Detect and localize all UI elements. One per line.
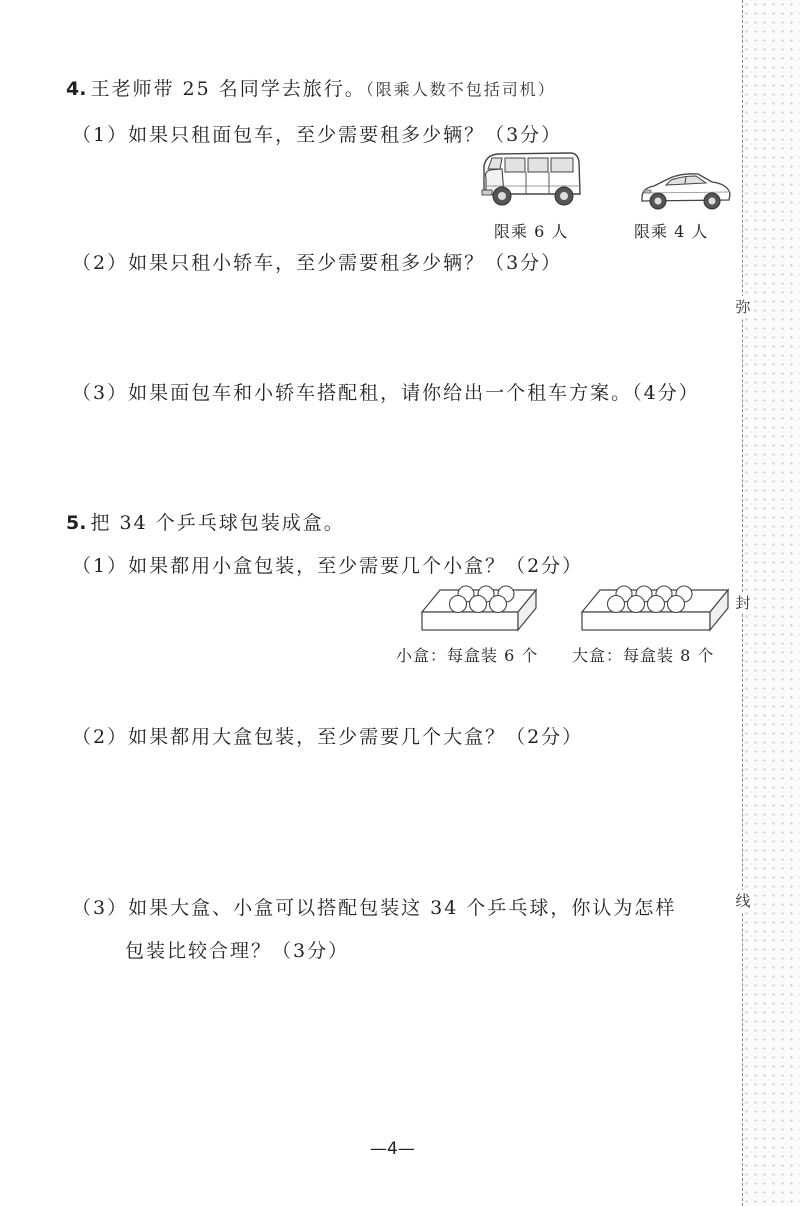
q5-part-2: （2）如果都用大盒包装，至少需要几个大盒？（2分） [72,726,584,748]
q4-number: 4. [66,78,87,100]
seal-char-feng: 封 [732,592,754,614]
q5-part-3-line-2: 包装比较合理？（3分） [125,940,350,962]
q4-part-3: （3）如果面包车和小轿车搭配租，请你给出一个租车方案。（4分） [72,382,700,404]
q5-stem [66,508,345,535]
small-box-illustration [420,584,538,632]
q5-part-3-line-1: （3）如果大盒、小盒可以搭配包装这 34 个乒乓球，你认为怎样 [72,897,677,919]
q4-part-2: （2）如果只租小轿车，至少需要租多少辆？（3分） [72,252,563,274]
q4-stem [66,74,556,101]
small-box-caption: 小盒：每盒装 6 个 [396,646,539,665]
q5-part-1: （1）如果都用小盒包装，至少需要几个小盒？（2分） [72,555,584,577]
q4-note: （限乘人数不包括司机） [365,80,556,99]
q4-text: 王老师带 25 名同学去旅行。 [90,78,366,100]
car-illustration [640,166,732,212]
q5-number: 5. [66,512,87,534]
large-box-caption: 大盒：每盒装 8 个 [572,646,715,665]
q4-part-1: （1）如果只租面包车，至少需要租多少辆？（3分） [72,124,563,146]
van-caption: 限乘 6 人 [494,222,569,241]
page-number: —4— [370,1139,415,1159]
q5-text: 把 34 个乒乓球包装成盒。 [90,512,345,534]
seal-char-xian: 线 [732,890,754,912]
large-box-illustration [580,584,730,632]
seal-char-mi: 弥 [732,296,754,318]
van-illustration [478,150,584,212]
car-caption: 限乘 4 人 [634,222,709,241]
